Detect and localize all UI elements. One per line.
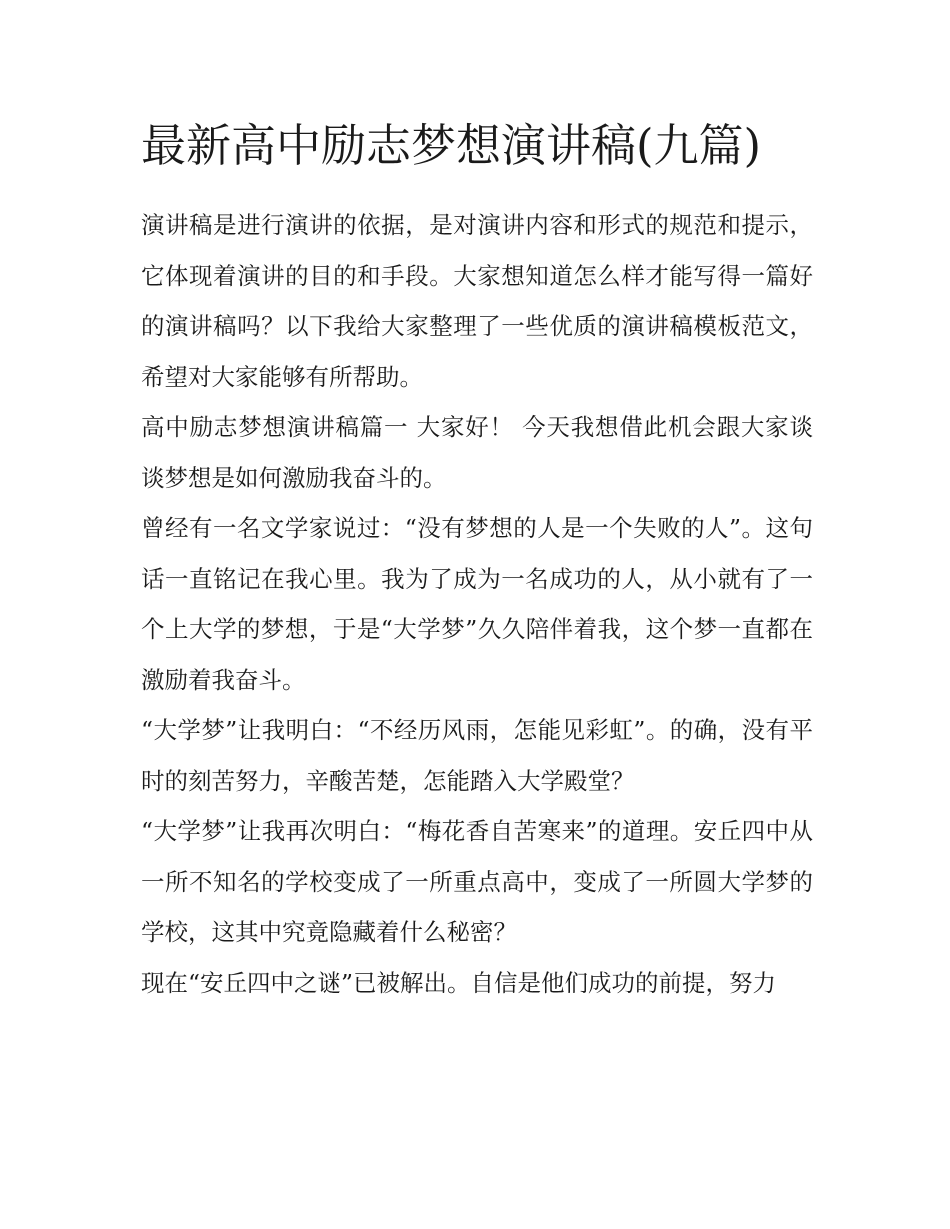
document-body xyxy=(141,110,813,1008)
body-paragraph: “大学梦”让我再次明白：“梅花香自苦寒来”的道理。安丘四中从一所不知名的学校变成了一所重点高中，变成了一所圆大学梦的学校，这其中究竟隐藏着什么秘密？ xyxy=(141,817,813,946)
intro-paragraph: 演讲稿是进行演讲的依据，是对演讲内容和形式的规范和提示，它体现着演讲的目的和手段。大家想知道怎么样才能写得一篇好的演讲稿吗？以下我给大家整理了一些优质的演讲稿模板范文，希望对大家能够有所帮助。 xyxy=(141,211,813,391)
body-paragraph: “大学梦”让我明白：“不经历风雨，怎能见彩虹”。的确，没有平时的刻苦努力，辛酸苦楚，怎能踏入大学殿堂？ xyxy=(141,716,813,795)
body-paragraph: 现在“安丘四中之谜”已被解出。自信是他们成功的前提，努力 xyxy=(141,968,777,997)
document-title: 最新高中励志梦想演讲稿(九篇) xyxy=(141,119,762,172)
body-paragraph: 曾经有一名文学家说过：“没有梦想的人是一个失败的人”。这句话一直铭记在我心里。我为了成为一名成功的人，从小就有了一个上大学的梦想，于是“大学梦”久久陪伴着我，这个梦一直都在激励着我奋斗。 xyxy=(141,514,813,694)
speech-opening-paragraph: 高中励志梦想演讲稿篇一 大家好！ 今天我想借此机会跟大家谈谈梦想是如何激励我奋斗的。 xyxy=(141,413,813,492)
